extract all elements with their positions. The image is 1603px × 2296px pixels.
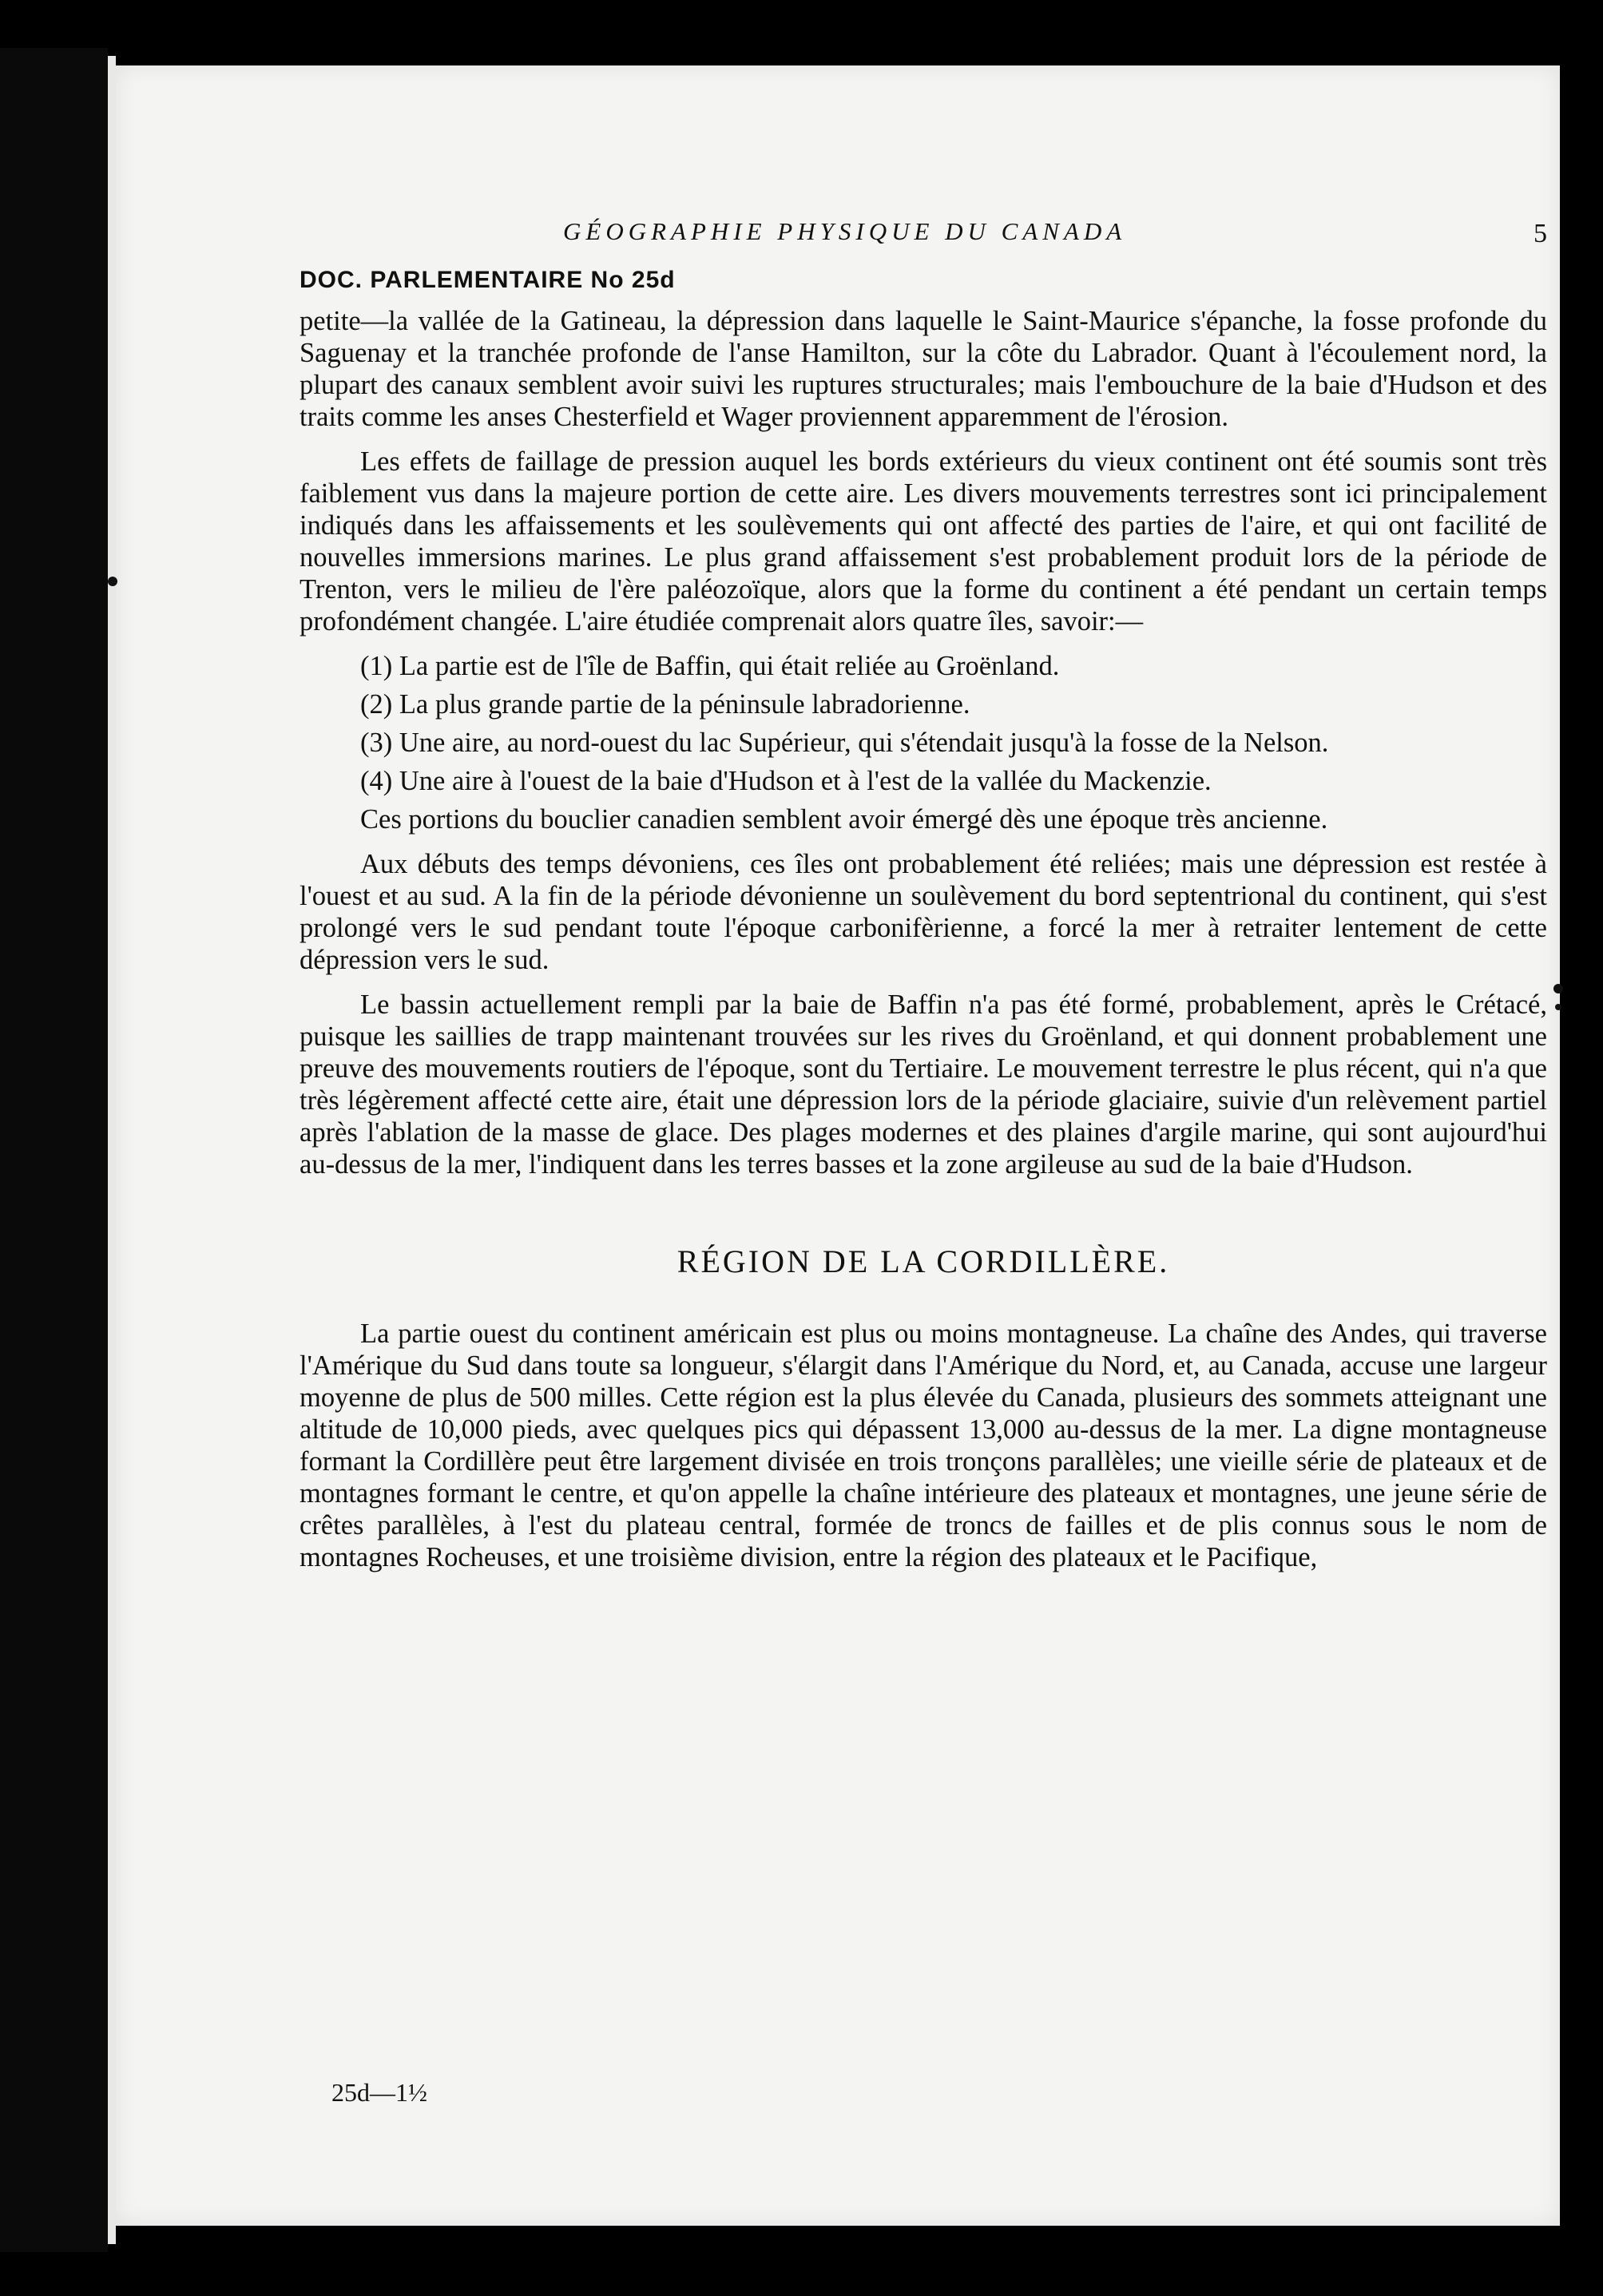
scan-margin (0, 48, 108, 2252)
list-item: (2) La plus grande partie de la péninsule labradorienne. (360, 689, 970, 720)
body-text (300, 305, 1547, 1586)
scan-artifact-mark (1553, 984, 1563, 993)
paragraph: Ces portions du bouclier canadien semblent avoir émergé dès une époque très ancienne. (360, 804, 1328, 835)
paragraph: Le bassin actuellement rempli par la baie de Baffin n'a pas été formé, probablement, après le Crétacé, puisque les saillies de trapp maintenant trouvées sur les rives du Groënland, et qui donnent probablement une preuve des mouvements routiers de l'époque, sont du Tertiaire. Le mouvement terrestre le plus récent, qui n'a que très légèrement affecté cette aire, était une dépression lors de la période glaciaire, suivie d'un relèvement partiel après l'ablation de la masse de glace. Des plages modernes et des plaines d'argile marine, qui sont aujourd'hui au-dessus de la mer, l'indiquent dans les terres basses et la zone argileuse au sud de la baie d'Hudson. (300, 989, 1547, 1180)
page-number: 5 (1534, 219, 1547, 248)
scan-artifact-mark (1555, 1004, 1561, 1010)
list-item: (3) Une aire, au nord-ouest du lac Supérieur, qui s'étendait jusqu'à la fosse de la Nelson. (360, 728, 1329, 758)
running-head (300, 217, 1547, 257)
page-edge (108, 56, 116, 2244)
signature-mark: 25d—1½ (331, 2078, 427, 2107)
document-reference: DOC. PARLEMENTAIRE No 25d (300, 267, 676, 293)
paragraph: La partie ouest du continent américain est plus ou moins montagneuse. La chaîne des Andes, qui traverse l'Amérique du Sud dans toute sa longueur, s'élargit dans l'Amérique du Nord, et, au Canada, accuse une largeur moyenne de plus de 500 milles. Cette région est la plus élevée du Canada, plusieurs des sommets atteignant une altitude de 10,000 pieds, avec quelques pics qui dépassent 13,000 au-dessus de la mer. La digne montagneuse formant la Cordillère peut être largement divisée en trois tronçons parallèles; une vieille série de plateaux et de montagnes formant le centre, et qu'on appelle la chaîne intérieure des plateaux et montagnes, une jeune série de crêtes parallèles, à l'est du plateau central, formée de troncs de failles et de plis connus sous le nom de montagnes Rocheuses, et une troisième division, entre la région des plateaux et le Pacifique, (300, 1319, 1547, 1572)
section-heading: RÉGION DE LA CORDILLÈRE. (677, 1243, 1170, 1279)
paragraph: Les effets de faillage de pression auquel les bords extérieurs du vieux continent ont été soumis sont très faiblement vus dans la majeure portion de cette aire. Les divers mouvements terrestres sont ici principalement indiqués dans les affaissements et les soulèvements qui ont affecté des parties de l'aire, et qui ont facilité de nouvelles immersions marines. Le plus grand affaissement s'est probablement produit lors de la période de Trenton, vers le milieu de l'ère paléozoïque, alors que la forme du continent a été pendant un certain temps profondément changée. L'aire étudiée comprenait alors quatre îles, savoir:— (300, 446, 1547, 636)
list-item: (4) Une aire à l'ouest de la baie d'Hudson et à l'est de la vallée du Mackenzie. (360, 766, 1212, 796)
scan-artifact-mark (108, 577, 117, 586)
paragraph: Aux débuts des temps dévoniens, ces îles ont probablement été reliées; mais une dépression est restée à l'ouest et au sud. A la fin de la période dévonienne un soulèvement du bord septentrional du continent, qui s'est prolongé vers le sud pendant toute l'époque carbonifèrienne, a forcé la mer à retraiter lentement de cette dépression vers le sud. (300, 849, 1547, 975)
list-item: (1) La partie est de l'île de Baffin, qui était reliée au Groënland. (360, 651, 1060, 681)
paragraph: petite—la vallée de la Gatineau, la dépression dans laquelle le Saint-Maurice s'épanche, la fosse profonde du Saguenay et la tranchée profonde de l'anse Hamilton, sur la côte du Labrador. Quant à l'écoulement nord, la plupart des canaux semblent avoir suivi les ruptures structurales; mais l'embouchure de la baie d'Hudson et des traits comme les anses Chesterfield et Wager proviennent apparemment de l'érosion. (300, 306, 1547, 432)
running-title: GÉOGRAPHIE PHYSIQUE DU CANADA (563, 217, 1127, 245)
document-page (116, 65, 1560, 2226)
